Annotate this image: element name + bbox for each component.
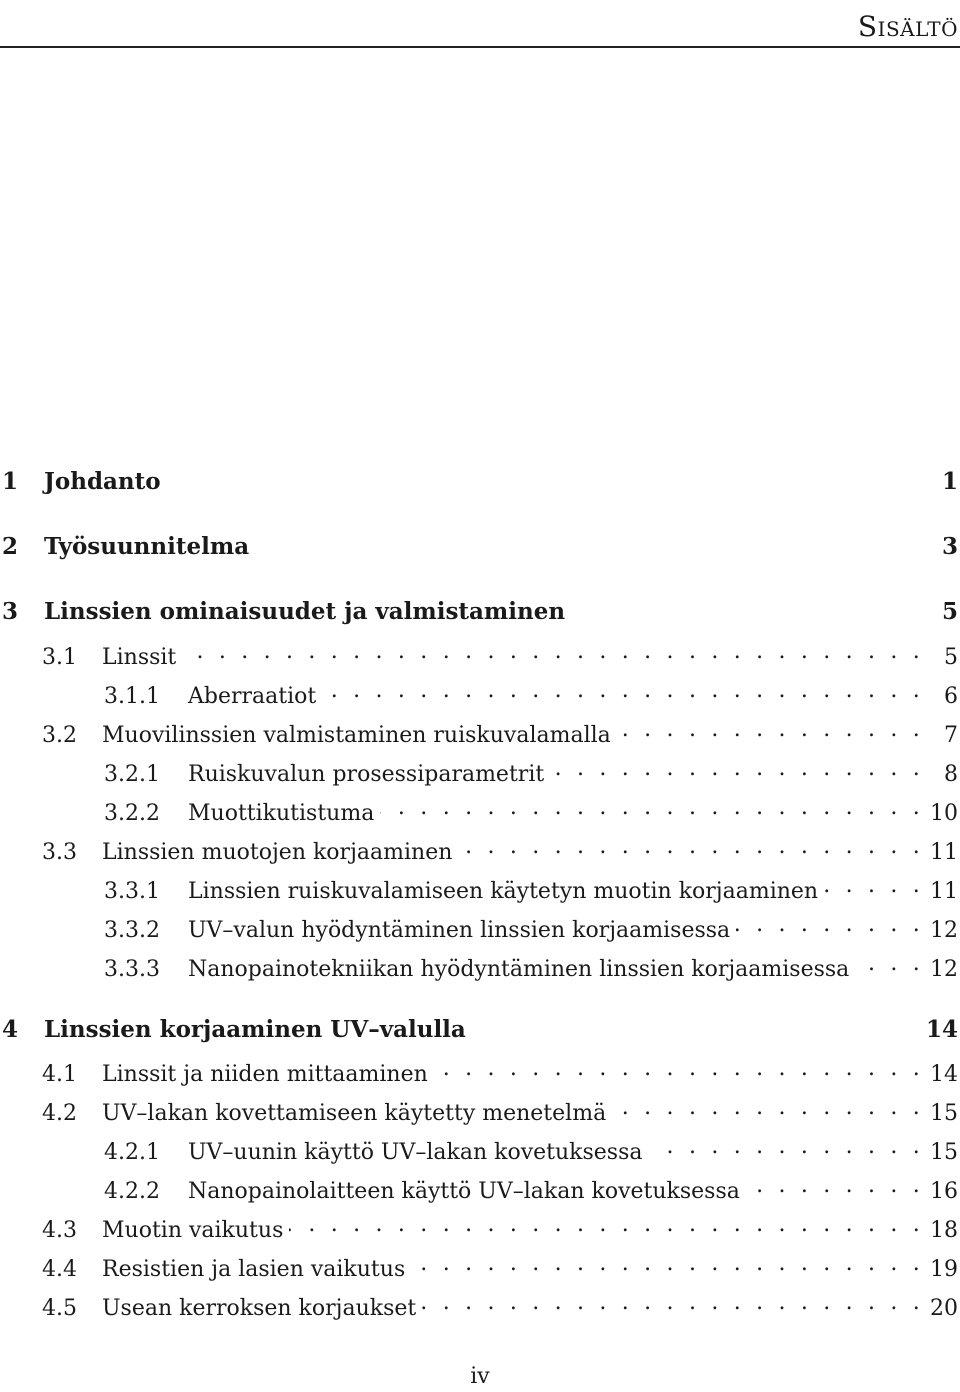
toc-entry-page: 18 xyxy=(930,1218,958,1243)
toc-entry-title: Työsuunnitelma xyxy=(44,533,250,560)
toc-entry-title: Linssien muotojen korjaaminen xyxy=(102,840,453,865)
toc-entry-page: 10 xyxy=(930,801,958,826)
toc-entry-page: 16 xyxy=(930,1179,958,1204)
toc-entry-title: UV–uunin käyttö UV–lakan kovetuksessa xyxy=(188,1140,643,1165)
toc-dot-leader xyxy=(736,912,924,937)
toc-entry-page: 3 xyxy=(941,533,958,560)
toc-entry-number: 1 xyxy=(2,468,19,495)
toc-entry-number: 4 xyxy=(2,1016,19,1043)
toc-dot-leader xyxy=(612,1095,924,1120)
toc-entry-number: 4.2 xyxy=(42,1101,77,1126)
toc-entry-page: 7 xyxy=(944,723,958,748)
toc-section-entry[interactable] xyxy=(0,912,960,948)
toc-section-entry[interactable] xyxy=(0,795,960,831)
toc-dot-leader xyxy=(289,1212,924,1237)
toc-entry-number: 3 xyxy=(2,598,19,625)
toc-entry-page: 12 xyxy=(930,957,958,982)
toc-section-entry[interactable] xyxy=(0,834,960,870)
toc-entry-number: 4.4 xyxy=(42,1257,77,1282)
toc-entry-page: 15 xyxy=(930,1140,958,1165)
running-head-title: Sisältö xyxy=(857,10,958,43)
toc-entry-number: 3.3.2 xyxy=(104,918,160,943)
toc-dot-leader xyxy=(855,951,924,976)
toc-section-entry[interactable] xyxy=(0,1251,960,1287)
toc-dot-leader xyxy=(824,873,924,898)
toc-dot-leader xyxy=(434,1056,924,1081)
toc-entry-number: 4.2.1 xyxy=(104,1140,160,1165)
toc-chapter-entry[interactable] xyxy=(0,468,960,504)
toc-dot-leader xyxy=(380,795,924,820)
toc-dot-leader xyxy=(550,756,924,781)
toc-entry-number: 3.1.1 xyxy=(104,684,160,709)
toc-dot-leader xyxy=(182,639,924,664)
toc-section-entry[interactable] xyxy=(0,951,960,987)
toc-entry-page: 5 xyxy=(941,598,958,625)
toc-entry-page: 14 xyxy=(930,1062,958,1087)
toc-chapter-entry[interactable] xyxy=(0,598,960,634)
toc-section-entry[interactable] xyxy=(0,1173,960,1209)
header-rule xyxy=(0,46,960,48)
toc-entry-title: Nanopainolaitteen käyttö UV–lakan kovetuksessa xyxy=(188,1179,740,1204)
toc-entry-title: UV–valun hyödyntäminen linssien korjaamisessa xyxy=(188,918,731,943)
toc-entry-title: Ruiskuvalun prosessiparametrit xyxy=(188,762,545,787)
toc-entry-number: 3.2.2 xyxy=(104,801,160,826)
toc-entry-page: 5 xyxy=(944,645,958,670)
toc-entry-number: 2 xyxy=(2,533,19,560)
toc-entry-number: 3.1 xyxy=(42,645,77,670)
toc-entry-title: Nanopainotekniikan hyödyntäminen linssien korjaamisessa xyxy=(188,957,850,982)
toc-dot-leader xyxy=(411,1251,924,1276)
toc-entry-number: 4.5 xyxy=(42,1296,77,1321)
toc-section-entry[interactable] xyxy=(0,1095,960,1131)
toc-entry-number: 3.3.1 xyxy=(104,879,160,904)
toc-section-entry[interactable] xyxy=(0,1212,960,1248)
toc-entry-page: 15 xyxy=(930,1101,958,1126)
toc-entry-title: Usean kerroksen korjaukset xyxy=(102,1296,417,1321)
toc-entry-title: Johdanto xyxy=(44,468,161,495)
toc-dot-leader xyxy=(746,1173,924,1198)
toc-entry-title: Aberraatiot xyxy=(188,684,317,709)
toc-entry-title: UV–lakan kovettamiseen käytetty menetelmä xyxy=(102,1101,607,1126)
toc-entry-page: 12 xyxy=(930,918,958,943)
toc-entry-number: 3.3 xyxy=(42,840,77,865)
toc-entry-number: 3.3.3 xyxy=(104,957,160,982)
toc-entry-number: 4.3 xyxy=(42,1218,77,1243)
toc-dot-leader xyxy=(649,1134,925,1159)
toc-entry-title: Resistien ja lasien vaikutus xyxy=(102,1257,406,1282)
toc-entry-page: 14 xyxy=(925,1016,958,1043)
toc-section-entry[interactable] xyxy=(0,1290,960,1326)
toc-entry-title: Muotin vaikutus xyxy=(102,1218,284,1243)
toc-entry-title: Linssien ruiskuvalamiseen käytetyn muotin korjaaminen xyxy=(188,879,819,904)
toc-section-entry[interactable] xyxy=(0,639,960,675)
toc-chapter-entry[interactable] xyxy=(0,533,960,569)
toc-dot-leader xyxy=(322,678,924,703)
page-number: iv xyxy=(470,1364,490,1389)
toc-section-entry[interactable] xyxy=(0,1134,960,1170)
toc-section-entry[interactable] xyxy=(0,873,960,909)
toc-entry-page: 1 xyxy=(941,468,958,495)
toc-entry-title: Linssit ja niiden mittaaminen xyxy=(102,1062,428,1087)
toc-entry-number: 3.2 xyxy=(42,723,77,748)
toc-entry-number: 4.2.2 xyxy=(104,1179,160,1204)
toc-section-entry[interactable] xyxy=(0,678,960,714)
toc-chapter-entry[interactable] xyxy=(0,1016,960,1052)
toc-entry-page: 11 xyxy=(930,840,958,865)
toc-section-entry[interactable] xyxy=(0,1056,960,1092)
toc-entry-number: 3.2.1 xyxy=(104,762,160,787)
toc-entry-page: 6 xyxy=(944,684,958,709)
toc-entry-title: Linssien korjaaminen UV–valulla xyxy=(44,1016,466,1043)
toc-dot-leader xyxy=(458,834,924,859)
toc-section-entry[interactable] xyxy=(0,717,960,753)
toc-entry-title: Linssit xyxy=(102,645,177,670)
toc-entry-page: 20 xyxy=(930,1296,958,1321)
toc-dot-leader xyxy=(422,1290,924,1315)
toc-entry-number: 4.1 xyxy=(42,1062,77,1087)
toc-entry-title: Linssien ominaisuudet ja valmistaminen xyxy=(44,598,566,625)
toc-entry-page: 8 xyxy=(944,762,958,787)
toc-section-entry[interactable] xyxy=(0,756,960,792)
toc-dot-leader xyxy=(617,717,924,742)
toc-entry-page: 11 xyxy=(930,879,958,904)
toc-entry-page: 19 xyxy=(930,1257,958,1282)
toc-entry-title: Muottikutistuma xyxy=(188,801,375,826)
toc-entry-title: Muovilinssien valmistaminen ruiskuvalamalla xyxy=(102,723,611,748)
